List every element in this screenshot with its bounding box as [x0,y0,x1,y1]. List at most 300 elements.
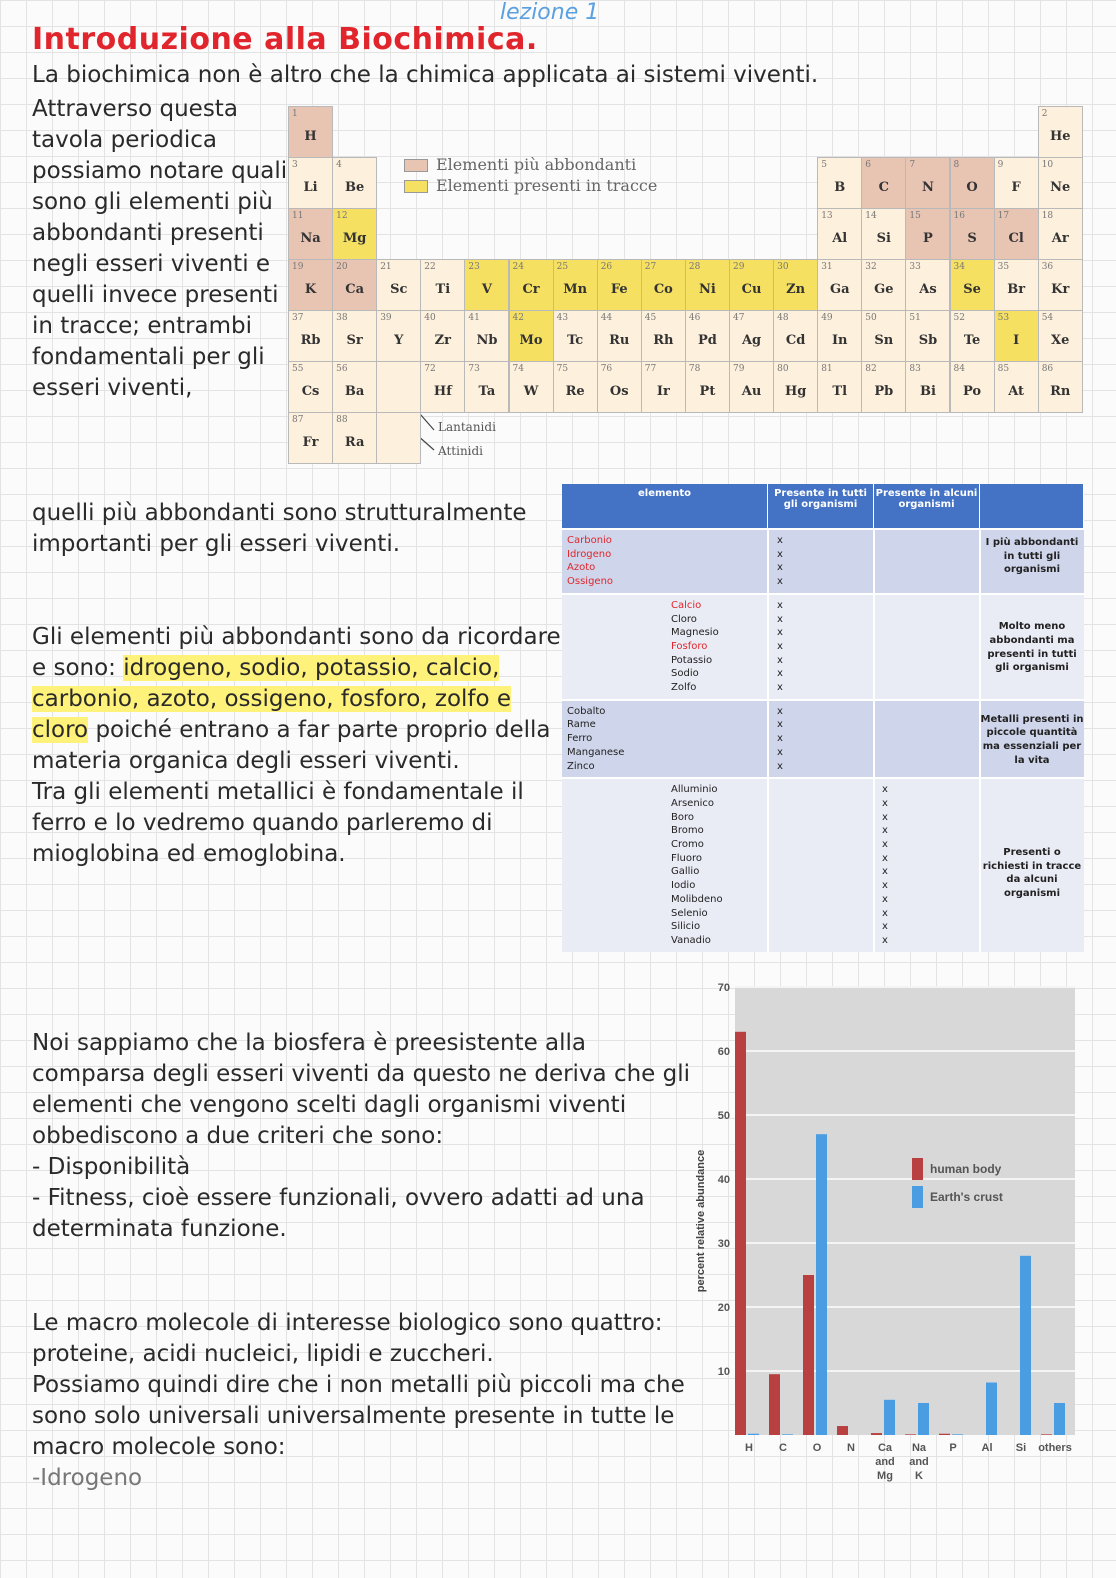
element-symbol: C [878,180,890,195]
element-symbol: As [919,282,937,297]
element-symbol: Sb [918,333,938,348]
criterion-availability: - Disponibilità [32,1154,191,1180]
atomic-number: 83 [909,364,921,374]
table-cell: Gallio [671,866,700,878]
column-divider [767,595,769,699]
table-cell: x [882,907,888,919]
paragraph-abundant-elements [32,622,562,870]
table-cell: Idrogeno [567,548,612,560]
x-tick-label: H [745,1442,753,1454]
table-cell: Rame [567,719,596,731]
element-cell-sr [332,310,377,362]
atomic-number: 86 [1041,364,1054,374]
lanthanides-label: Lantanidi [438,420,496,434]
element-symbol: Pt [699,384,716,399]
element-list-secondary [671,783,723,947]
table-cell: x [777,668,783,680]
legend-label: Earth's crust [930,1190,1003,1204]
legend-label: human body [930,1162,1002,1176]
table-cell: Vanadio [671,934,711,946]
element-symbol: Al [832,231,848,246]
atomic-number: 13 [821,211,833,221]
table-cell: x [882,934,888,946]
atomic-number: 27 [644,262,657,272]
x-tick-label: O [812,1442,822,1454]
element-cell-cl [994,208,1039,260]
x-tick-label: and [875,1456,895,1468]
column-divider [767,701,769,778]
atomic-number: 7 [909,160,916,170]
atomic-number: 75 [556,364,569,374]
lesson-label: lezione 1 [500,0,600,25]
element-symbol: B [834,180,846,195]
table-cell: x [777,705,783,717]
atomic-number: 51 [909,313,921,323]
atomic-number: 28 [688,262,701,272]
column-divider [873,595,875,699]
bar-earth-crust [986,1383,997,1435]
atomic-number: 84 [953,364,965,374]
group-note: I più abbondanti in tutti gli organismi [985,536,1079,576]
atomic-number: 48 [777,313,789,323]
atomic-number: 17 [997,211,1010,221]
element-cell-ge [861,259,906,311]
atomic-number: 22 [424,262,436,272]
table-cell: x [882,797,888,809]
atomic-number: 38 [336,313,348,323]
table-cell: Alluminio [671,784,718,796]
bar-human-body [769,1374,780,1435]
atomic-number: 8 [953,160,960,170]
element-symbol: Ru [609,333,630,348]
element-list-primary [567,534,613,589]
table-cell: Magnesio [671,627,719,639]
element-cell-tl [817,361,862,413]
table-cell: x [777,562,783,574]
table-cell: Cloro [671,613,697,625]
table-cell: Azoto [567,562,596,574]
paragraph-biosphere [32,1028,692,1245]
element-symbol: Te [963,333,981,348]
atomic-number: 50 [865,313,877,323]
element-symbol: Y [394,333,404,348]
table-cell: x [777,682,783,694]
element-symbol: Ca [345,282,365,297]
bar-earth-crust [952,1434,963,1435]
element-cell-sn [861,310,906,362]
intro-sentence: La biochimica non è altro che la chimica applicata ai sistemi viventi. [32,62,819,88]
atomic-number: 76 [600,364,613,374]
atomic-number: 73 [468,364,480,374]
atomic-number: 25 [556,262,569,272]
element-cell-os [597,361,642,413]
atomic-number: 45 [644,313,657,323]
header-all-organisms: Presente in tutti gli organismi [768,484,874,528]
mark-all-organisms [777,534,783,589]
bar-human-body [803,1275,814,1435]
table-cell: x [777,760,783,772]
element-cell-zr [420,310,465,362]
element-cell-in [817,310,862,362]
x-tick-label: K [915,1470,923,1482]
table-cell: x [882,839,888,850]
element-cell-he [1038,106,1083,158]
mark-some-organisms [882,783,888,947]
atomic-number: 41 [468,313,480,323]
y-tick-label: 70 [717,982,730,994]
bar-human-body [905,1434,916,1435]
element-symbol: Os [609,384,629,399]
element-cell-ra [332,412,377,464]
actinides-label: Attinidi [438,444,484,458]
bar-human-body [871,1433,882,1435]
table-cell: Ferro [567,733,593,745]
element-cell-v [464,259,509,311]
element-cell-w [509,361,554,413]
element-cell-sc [376,259,421,311]
element-cell-pt [685,361,730,413]
table-group-4 [562,777,1084,951]
element-cell-at [994,361,1039,413]
bar-human-body [837,1426,848,1435]
legend-abundant: Elementi più abbondanti [436,155,637,174]
atomic-number: 10 [1041,160,1054,170]
element-symbol: Cu [741,282,762,297]
element-cell-f [994,157,1039,209]
table-cell: x [777,599,783,611]
element-cell-ga [817,259,862,311]
element-cell-rb [288,310,333,362]
element-cell-as [905,259,950,311]
element-symbol: Fr [302,435,319,450]
header-some-organisms: Presente in alcuni organismi [874,484,980,528]
column-divider [873,530,875,593]
table-cell: x [777,535,783,546]
element-symbol: O [966,180,978,195]
bar-earth-crust [884,1400,895,1435]
table-cell: x [882,784,888,796]
element-cell-h [288,106,333,158]
atomic-number: 49 [821,313,833,323]
table-cell: Ossigeno [567,576,614,588]
table-cell: x [777,746,783,758]
element-symbol: Nb [476,333,498,348]
element-cell-nb [464,310,509,362]
atomic-number: 79 [733,364,745,374]
element-symbol: Hg [784,384,807,399]
atomic-number: 72 [424,364,436,374]
group-note: Presenti o richiesti in tracce da alcuni organismi [982,846,1082,899]
bar-earth-crust [1020,1256,1031,1435]
element-symbol: Au [741,384,762,399]
atomic-number: 39 [380,313,392,323]
header-element: elemento [562,484,768,528]
atomic-number: 36 [1041,262,1054,272]
legend-swatch [912,1158,923,1180]
bar-earth-crust [782,1434,793,1435]
y-tick-label: 60 [717,1046,730,1058]
element-symbol: Li [303,180,318,195]
element-cell-y [376,310,421,362]
element-cell-ru [597,310,642,362]
atomic-number: 30 [777,262,789,272]
x-tick-label: P [949,1442,957,1454]
element-cell-co [641,259,686,311]
element-symbol: Co [653,282,673,297]
bar-human-body [1041,1434,1052,1435]
element-cell-bi [905,361,950,413]
element-symbol: Mo [519,333,543,348]
element-symbol: Be [345,180,365,195]
element-symbol: Zn [786,282,806,297]
column-divider [873,701,875,778]
legend-swatch [912,1186,923,1208]
element-symbol: Ta [478,384,496,399]
element-symbol: He [1049,129,1071,144]
atomic-number: 42 [512,313,524,323]
table-cell: x [777,640,783,652]
element-symbol: Sc [390,282,408,297]
element-symbol: In [831,333,848,348]
element-symbol: Ne [1050,180,1071,195]
element-cell-rn [1038,361,1083,413]
table-cell: x [882,852,888,864]
mark-all-organisms [777,705,783,774]
atomic-number: 12 [336,211,348,221]
element-symbol: Rb [300,333,321,348]
table-cell: x [777,733,783,745]
atomic-number: 26 [600,262,613,272]
paragraph-macromolecules [32,1308,692,1494]
element-symbol: Ge [874,282,894,297]
element-cell-cr [509,259,554,311]
element-symbol: Rn [1050,384,1071,399]
atomic-number: 46 [688,313,701,323]
column-divider [767,779,769,951]
x-tick-label: Na [911,1442,927,1454]
y-tick-label: 40 [717,1174,730,1186]
element-symbol: Zr [434,333,452,348]
table-group-2 [562,593,1084,699]
element-cell-n [905,157,950,209]
element-symbol: N [921,180,934,195]
x-tick-label: C [779,1442,787,1454]
element-symbol: Pd [698,333,717,348]
bar-earth-crust [1054,1403,1065,1435]
atomic-number: 33 [909,262,921,272]
group-note: Molto meno abbondanti ma presenti in tutti gli organismi [987,621,1077,674]
element-cell-ag [729,310,774,362]
paragraph-structural: quelli più abbondanti sono strutturalmente importanti per gli esseri viventi. [32,500,527,557]
atomic-number: 31 [821,262,833,272]
atomic-number: 21 [380,262,392,272]
table-cell: Potassio [671,654,713,666]
y-tick-label: 20 [717,1302,730,1314]
element-cell-ar [1038,208,1083,260]
atomic-number: 4 [336,160,342,170]
element-cell-ta [464,361,509,413]
x-tick-label: Mg [877,1470,893,1482]
periodic-table [288,106,1082,466]
element-cell-s [950,208,995,260]
element-cell-mo [509,310,554,362]
atomic-number: 11 [292,211,304,221]
element-symbol: Po [962,384,982,399]
atomic-number: 85 [997,364,1010,374]
element-cell-zn [773,259,818,311]
element-symbol: F [1011,180,1021,195]
element-cell-be [332,157,377,209]
atomic-number: 9 [997,160,1004,170]
table-cell: Cobalto [567,705,606,717]
bar-earth-crust [816,1134,827,1435]
element-symbol: Ra [344,435,365,450]
header-notes [980,484,1084,528]
element-symbol: Br [1007,282,1026,297]
criterion-fitness: - Fitness, cioè essere funzionali, ovvero adatti ad una determinata funzione. [32,1185,645,1242]
atomic-number: 82 [865,364,877,374]
element-cell-ba [332,361,377,413]
element-cell-re [553,361,598,413]
element-cell-kr [1038,259,1083,311]
element-cell-pd [685,310,730,362]
element-list-primary [567,705,624,774]
atomic-number: 1 [292,109,298,119]
atomic-number: 37 [292,313,304,323]
table-cell: x [882,825,888,837]
atomic-number: 20 [336,262,348,272]
paragraph-periodic-table: Attraverso questa tavola periodica possiamo notare quali sono gli elementi più abbondanti presenti negli esseri viventi e quelli invece presenti in tracce; entrambi fondamentali per gli esseri viventi, [32,96,288,401]
element-symbol: P [923,231,933,246]
table-cell: Boro [671,811,694,823]
atomic-number: 24 [512,262,524,272]
bar-earth-crust [748,1434,759,1435]
column-divider [873,779,875,951]
element-cell-p [905,208,950,260]
element-cell-tc [553,310,598,362]
abundance-chart [690,975,1090,1495]
element-symbol: At [1008,384,1025,399]
atomic-number: 3 [292,160,298,170]
table-cell: x [882,880,888,892]
element-cell-po [950,361,995,413]
element-cell-i [994,310,1039,362]
element-symbol: V [481,282,492,297]
paragraph-iron: Tra gli elementi metallici è fondamentale il ferro e lo vedremo quando parleremo di mioglobina ed emoglobina. [32,779,524,867]
element-symbol: Fe [610,282,628,297]
table-cell: x [777,719,783,731]
table-cell: Silicio [671,921,701,933]
atomic-number: 5 [821,160,827,170]
element-symbol: Cr [522,282,540,297]
table-cell: x [882,921,888,933]
table-cell: Iodio [671,880,696,892]
element-symbol: Ir [656,384,670,399]
table-cell: Fluoro [671,852,702,864]
element-symbol: Ni [699,282,716,297]
list-item-hydrogen: -Idrogeno [32,1465,143,1491]
element-symbol: H [304,129,317,144]
abundant-reason: poiché entrano a far parte proprio della materia organica degli esseri viventi. [32,717,551,774]
element-symbol: Ba [344,384,365,399]
biosphere-text: Noi sappiamo che la biosfera è preesistente alla comparsa degli esseri viventi da questo ne deriva che gli elementi che vengono scelti dagli organismi viventi obbediscono a due criteri che sono: [32,1030,691,1149]
element-cell-se [950,259,995,311]
table-cell: Molibdeno [671,893,723,905]
element-cell-cd [773,310,818,362]
element-cell-fr [288,412,333,464]
element-cell-c [861,157,906,209]
element-symbol: Sn [874,333,894,348]
atomic-number: 19 [292,262,304,272]
element-symbol: Mg [342,231,367,246]
element-cell-series-6 [376,361,421,413]
page-title: Introduzione alla Biochimica. [32,22,538,57]
atomic-number: 55 [292,364,304,374]
x-tick-label: N [847,1442,855,1454]
table-cell: Calcio [671,599,702,611]
bar-human-body [735,1032,746,1435]
atomic-number: 78 [688,364,701,374]
table-cell: Selenio [671,907,708,919]
table-cell: Bromo [671,825,704,837]
table-cell: x [777,613,783,625]
nonmetals-text: Possiamo quindi dire che i non metalli più piccoli ma che sono solo universali universalmente presente in tutte le macro molecole sono: [32,1372,685,1460]
atomic-number: 77 [644,364,657,374]
table-cell: x [777,576,783,588]
element-cell-cu [729,259,774,311]
atomic-number: 18 [1041,211,1054,221]
atomic-number: 32 [865,262,877,272]
legend-swatch-trace [404,180,428,193]
atomic-number: 88 [336,415,348,425]
bar-human-body [939,1434,950,1435]
atomic-number: 2 [1041,109,1048,119]
atomic-number: 16 [953,211,965,221]
element-symbol: Xe [1051,333,1070,348]
element-symbol: W [523,384,539,399]
element-cell-br [994,259,1039,311]
atomic-number: 56 [336,364,348,374]
element-symbol: Cd [785,333,806,348]
table-group-1 [562,528,1084,593]
x-tick-label: Ca [877,1442,893,1454]
element-symbol: Si [876,231,891,246]
table-cell: x [882,811,888,823]
element-symbol: Se [963,282,981,297]
element-cell-o [950,157,995,209]
element-cell-sb [905,310,950,362]
element-symbol: Ag [741,333,762,348]
element-cell-hf [420,361,465,413]
bar-earth-crust [918,1403,929,1435]
atomic-number: 15 [909,211,921,221]
table-cell: x [777,627,783,639]
legend-swatch-abundant [404,159,428,172]
element-cell-xe [1038,310,1083,362]
y-tick-label: 10 [717,1366,730,1378]
element-cell-li [288,157,333,209]
table-cell: x [777,548,783,560]
element-cell-cs [288,361,333,413]
table-cell: Manganese [567,746,625,758]
table-group-3 [562,699,1084,778]
element-symbol: Tl [832,384,848,399]
element-cell-si [861,208,906,260]
element-symbol: Ti [435,282,451,297]
element-symbol: Sr [346,333,363,348]
element-list-secondary [671,599,719,695]
element-cell-ni [685,259,730,311]
